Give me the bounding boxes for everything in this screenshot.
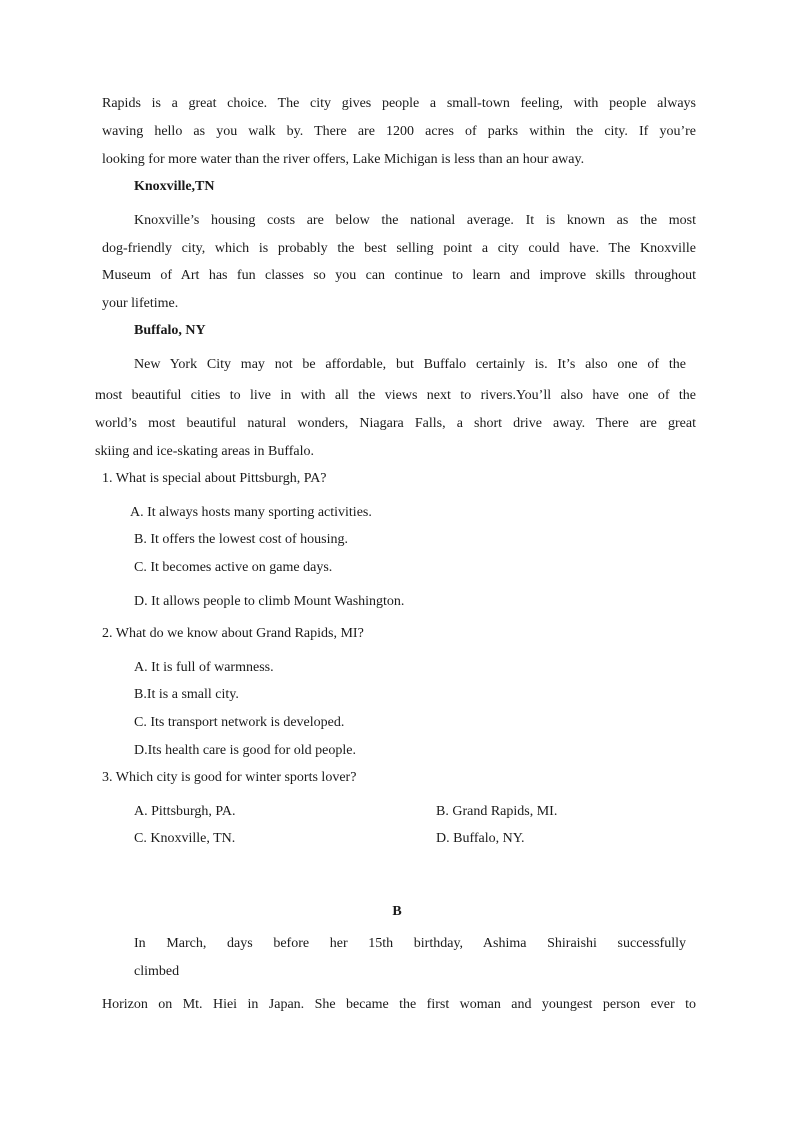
answer-option: A. Pittsburgh, PA. — [134, 804, 236, 819]
question-stem: 3. Which city is good for winter sports lover? — [102, 770, 357, 785]
answer-option: B.It is a small city. — [134, 687, 239, 702]
paragraph-line: New York City may not be affordable, but Buffalo certainly is. It’s also one of the — [134, 357, 686, 372]
section-heading-b: B — [392, 904, 402, 919]
paragraph-line: most beautiful cities to live in with all the views next to rivers.You’ll also have one of the — [95, 388, 696, 403]
question-stem: 2. What do we know about Grand Rapids, MI? — [102, 626, 364, 641]
paragraph-line: your lifetime. — [102, 296, 179, 311]
paragraph-line: Knoxville’s housing costs are below the national average. It is known as the most — [134, 213, 696, 228]
paragraph-line: In March, days before her 15th birthday, Ashima Shiraishi successfully — [134, 936, 686, 951]
answer-option: D.Its health care is good for old people. — [134, 743, 356, 758]
paragraph-line: world’s most beautiful natural wonders, Niagara Falls, a short drive away. There are great — [95, 416, 696, 431]
paragraph-line: Rapids is a great choice. The city gives people a small-town feeling, with people always — [102, 96, 696, 111]
answer-option: B. It offers the lowest cost of housing. — [134, 532, 348, 547]
paragraph-line: Horizon on Mt. Hiei in Japan. She became the first woman and youngest person ever to — [102, 997, 696, 1012]
paragraph-line: climbed — [134, 964, 180, 979]
paragraph-line: Museum of Art has fun classes so you can continue to learn and improve skills throughout — [102, 268, 696, 283]
paragraph-line: looking for more water than the river offers, Lake Michigan is less than an hour away. — [102, 152, 585, 167]
answer-option: C. Knoxville, TN. — [134, 831, 236, 846]
answer-option: C. It becomes active on game days. — [134, 560, 333, 575]
answer-option: A. It is full of warmness. — [134, 660, 274, 675]
answer-option: C. Its transport network is developed. — [134, 715, 345, 730]
paragraph-line: dog-friendly city, which is probably the best selling point a city could have. The Knoxville — [102, 241, 696, 256]
section-heading-knoxville: Knoxville,TN — [134, 179, 215, 194]
paragraph-line: skiing and ice-skating areas in Buffalo. — [95, 444, 315, 459]
question-stem: 1. What is special about Pittsburgh, PA? — [102, 471, 327, 486]
answer-option: D. Buffalo, NY. — [436, 831, 525, 846]
answer-option: D. It allows people to climb Mount Washington. — [134, 594, 405, 609]
answer-option: A. It always hosts many sporting activities. — [130, 505, 372, 520]
answer-option: B. Grand Rapids, MI. — [436, 804, 558, 819]
paragraph-line: waving hello as you walk by. There are 1200 acres of parks within the city. If you’re — [102, 124, 696, 139]
section-heading-buffalo: Buffalo, NY — [134, 323, 206, 338]
